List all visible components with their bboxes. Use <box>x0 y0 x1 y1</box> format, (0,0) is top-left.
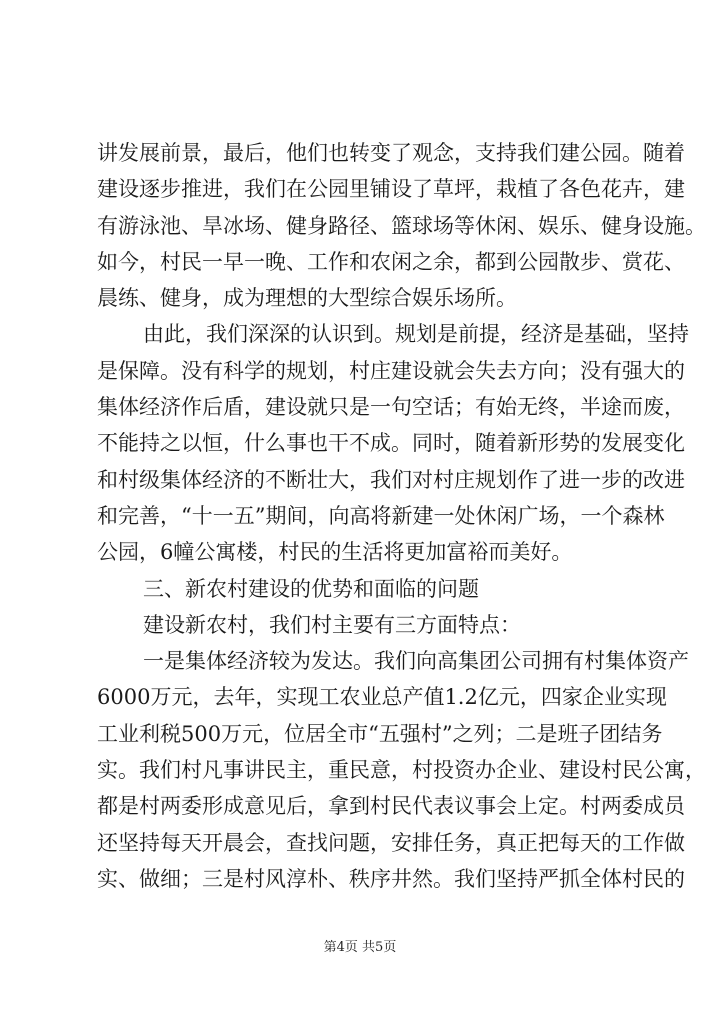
text-line: 建设逐步推进，我们在公园里铺设了草坪，栽植了各色花卉，建 <box>97 177 685 202</box>
text-line: 和完善，“十一五”期间，向高将新建一处休闲广场，一个森林 <box>97 503 665 528</box>
text-line: 建设新农村，我们村主要有三方面特点： <box>143 612 521 637</box>
text-line: 公园，6幢公寓楼，村民的生活将更加富裕而美好。 <box>97 540 573 565</box>
text-line: 6000万元，去年，实现工农业总产值1.2亿元，四家企业实现 <box>97 685 667 710</box>
text-line: 和村级集体经济的不断壮大，我们对村庄规划作了进一步的改进 <box>97 467 685 492</box>
text-line: 有游泳池、旱冰场、健身路径、篮球场等休闲、娱乐、健身设施。 <box>97 213 706 238</box>
text-line: 还坚持每天开晨会，查找问题，安排任务，真正把每天的工作做 <box>97 830 685 855</box>
text-line: 工业利税500万元，位居全市“五强村”之列；二是班子团结务 <box>97 721 663 746</box>
text-line: 都是村两委形成意见后，拿到村民代表议事会上定。村两委成员 <box>97 794 685 819</box>
document-body <box>97 135 706 897</box>
page-footer: 第4页 共5页 <box>323 940 397 955</box>
text-line: 由此，我们深深的认识到。规划是前提，经济是基础，坚持 <box>143 322 689 347</box>
text-line: 是保障。没有科学的规划，村庄建设就会失去方向；没有强大的 <box>97 358 685 383</box>
text-line: 三、新农村建设的优势和面临的问题 <box>143 576 479 601</box>
text-line: 不能持之以恒，什么事也干不成。同时，随着新形势的发展变化 <box>97 431 685 456</box>
text-line: 讲发展前景，最后，他们也转变了观念，支持我们建公园。随着 <box>97 141 685 165</box>
text-line: 晨练、健身，成为理想的大型综合娱乐场所。 <box>97 286 517 311</box>
text-line: 如今，村民一早一晚、工作和农闲之余，都到公园散步、赏花、 <box>97 249 685 274</box>
text-line: 实、做细；三是村风淳朴、秩序井然。我们坚持严抓全体村民的 <box>97 866 685 891</box>
text-line: 实。我们村凡事讲民主，重民意，村投资办企业、建设村民公寓， <box>97 758 706 783</box>
text-line: 集体经济作后盾，建设就只是一句空话；有始无终，半途而废， <box>97 395 685 420</box>
text-line: 一是集体经济较为发达。我们向高集团公司拥有村集体资产 <box>143 649 689 674</box>
